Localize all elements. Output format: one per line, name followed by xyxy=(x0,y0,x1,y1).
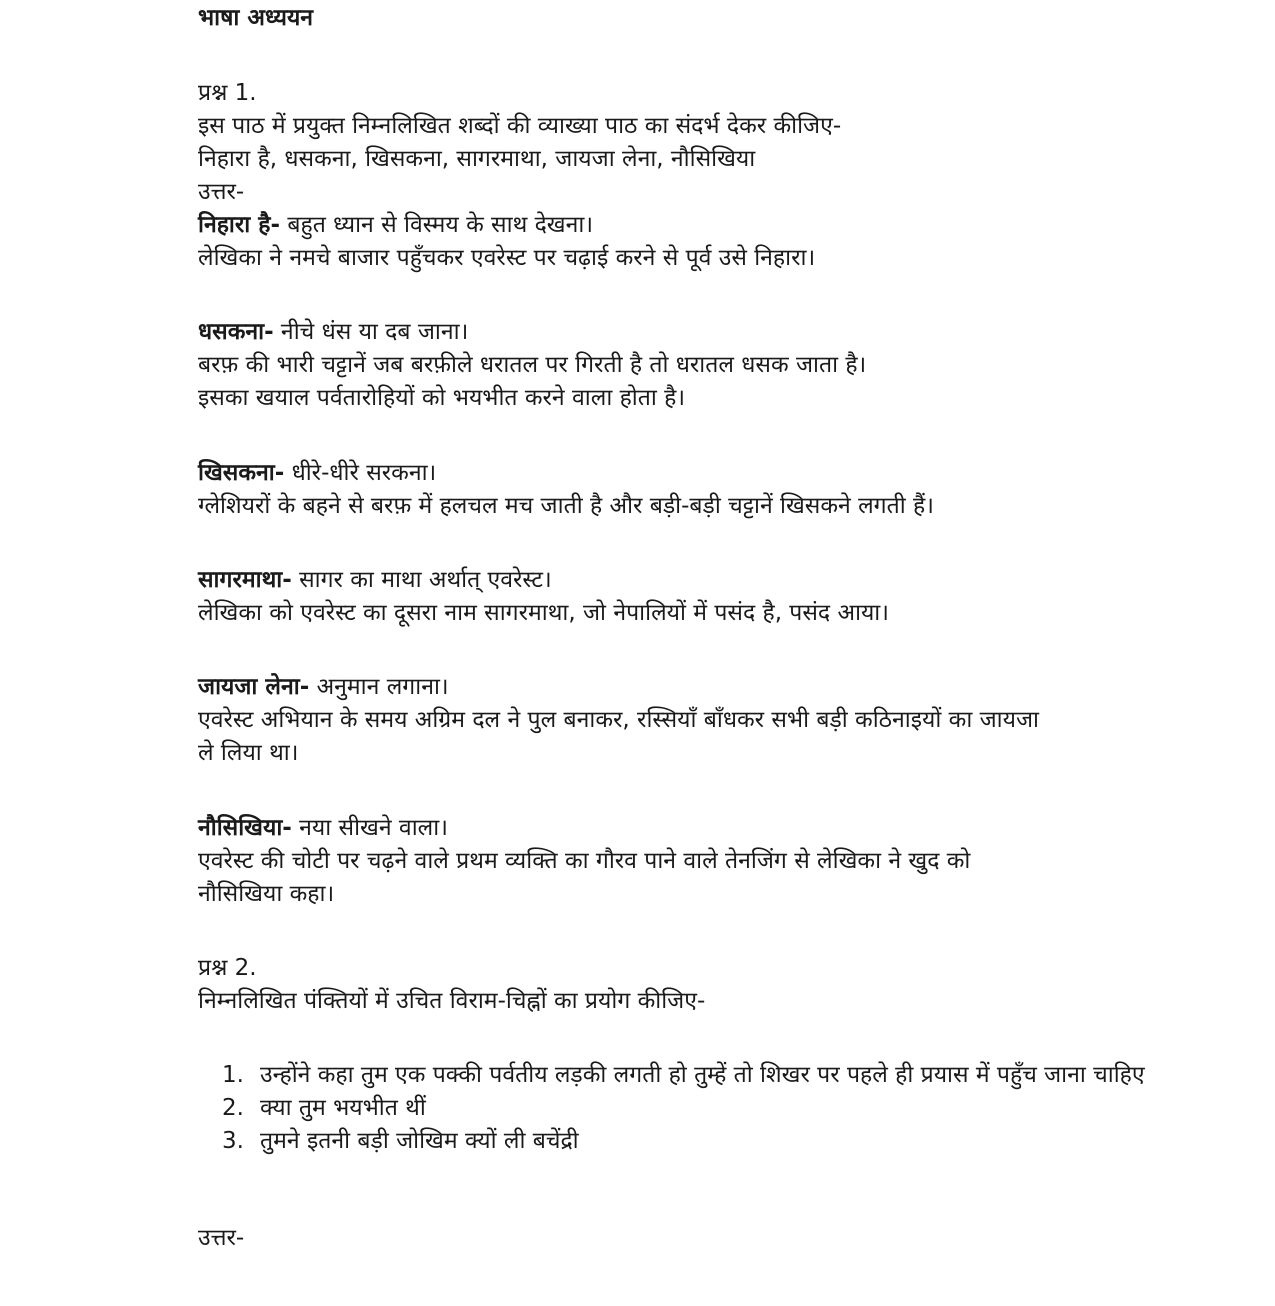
definition-entry xyxy=(198,812,448,845)
q1-answer-label: उत्तर- xyxy=(198,179,245,205)
term: सागरमाथा- xyxy=(198,567,292,593)
page-title: भाषा अध्ययन xyxy=(198,5,314,31)
term: जायजा लेना- xyxy=(198,674,310,700)
list-text: तुमने इतनी बड़ी जोखिम क्यों ली बचेंद्री xyxy=(260,1128,579,1154)
q1-words: निहारा है, धसकना, खिसकना, सागरमाथा, जायजा लेना, नौसिखिया xyxy=(198,146,756,172)
definition-entry xyxy=(198,564,552,597)
meaning: धीरे-धीरे सरकना। xyxy=(284,460,437,486)
list-number: 1. xyxy=(222,1062,244,1088)
q2-label: प्रश्न 2. xyxy=(198,955,257,981)
example-line: ग्लेशियरों के बहने से बरफ़ में हलचल मच जाती है और बड़ी-बड़ी चट्टानें खिसकने लगती हैं। xyxy=(198,493,934,519)
list-text: क्या तुम भयभीत थीं xyxy=(260,1095,426,1121)
term: खिसकना- xyxy=(198,460,285,486)
example-line: एवरेस्ट अभियान के समय अग्रिम दल ने पुल बनाकर, रस्सियाँ बाँधकर सभी बड़ी कठिनाइयों का जायजा xyxy=(198,707,1039,733)
term: निहारा है- xyxy=(198,212,281,238)
meaning: नया सीखने वाला। xyxy=(291,815,448,841)
example-line: इसका खयाल पर्वतारोहियों को भयभीत करने वाला होता है। xyxy=(198,385,686,411)
list-item xyxy=(222,1125,1182,1158)
example-line: एवरेस्ट की चोटी पर चढ़ने वाले प्रथम व्यक्ति का गौरव पाने वाले तेनजिंग से लेखिका ने खुद को xyxy=(198,848,971,874)
example-line: लेखिका को एवरेस्ट का दूसरा नाम सागरमाथा, जो नेपालियों में पसंद है, पसंद आया। xyxy=(198,600,889,626)
example-line: ले लिया था। xyxy=(198,740,299,766)
meaning: बहुत ध्यान से विस्मय के साथ देखना। xyxy=(280,212,594,238)
q2-answer-label: उत्तर- xyxy=(198,1225,245,1251)
definition-entry xyxy=(198,457,436,490)
list-item xyxy=(222,1092,1182,1125)
list-number: 2. xyxy=(222,1095,244,1121)
term: धसकना- xyxy=(198,319,274,345)
q2-question: निम्नलिखित पंक्तियों में उचित विराम-चिह्नों का प्रयोग कीजिए- xyxy=(198,988,706,1014)
list-item xyxy=(222,1059,1182,1092)
definition-entry xyxy=(198,671,449,704)
term: नौसिखिया- xyxy=(198,815,292,841)
q1-question: इस पाठ में प्रयुक्त निम्नलिखित शब्दों की व्याख्या पाठ का संदर्भ देकर कीजिए- xyxy=(198,113,842,139)
list-text: उन्होंने कहा तुम एक पक्की पर्वतीय लड़की लगती हो तुम्हें तो शिखर पर पहले ही प्रयास में पहुँच जाना चाहिए xyxy=(260,1062,1145,1088)
meaning: सागर का माथा अर्थात् एवरेस्ट। xyxy=(291,567,552,593)
meaning: अनुमान लगाना। xyxy=(309,674,449,700)
definition-entry xyxy=(198,209,593,242)
punctuation-list xyxy=(222,1059,1182,1158)
example-line: नौसिखिया कहा। xyxy=(198,881,335,907)
definition-entry xyxy=(198,316,468,349)
meaning: नीचे धंस या दब जाना। xyxy=(273,319,469,345)
list-number: 3. xyxy=(222,1128,244,1154)
example-line: लेखिका ने नमचे बाजार पहुँचकर एवरेस्ट पर चढ़ाई करने से पूर्व उसे निहारा। xyxy=(198,245,816,271)
example-line: बरफ़ की भारी चट्टानें जब बरफ़ीले धरातल पर गिरती है तो धरातल धसक जाता है। xyxy=(198,352,867,378)
q1-label: प्रश्न 1. xyxy=(198,80,257,106)
